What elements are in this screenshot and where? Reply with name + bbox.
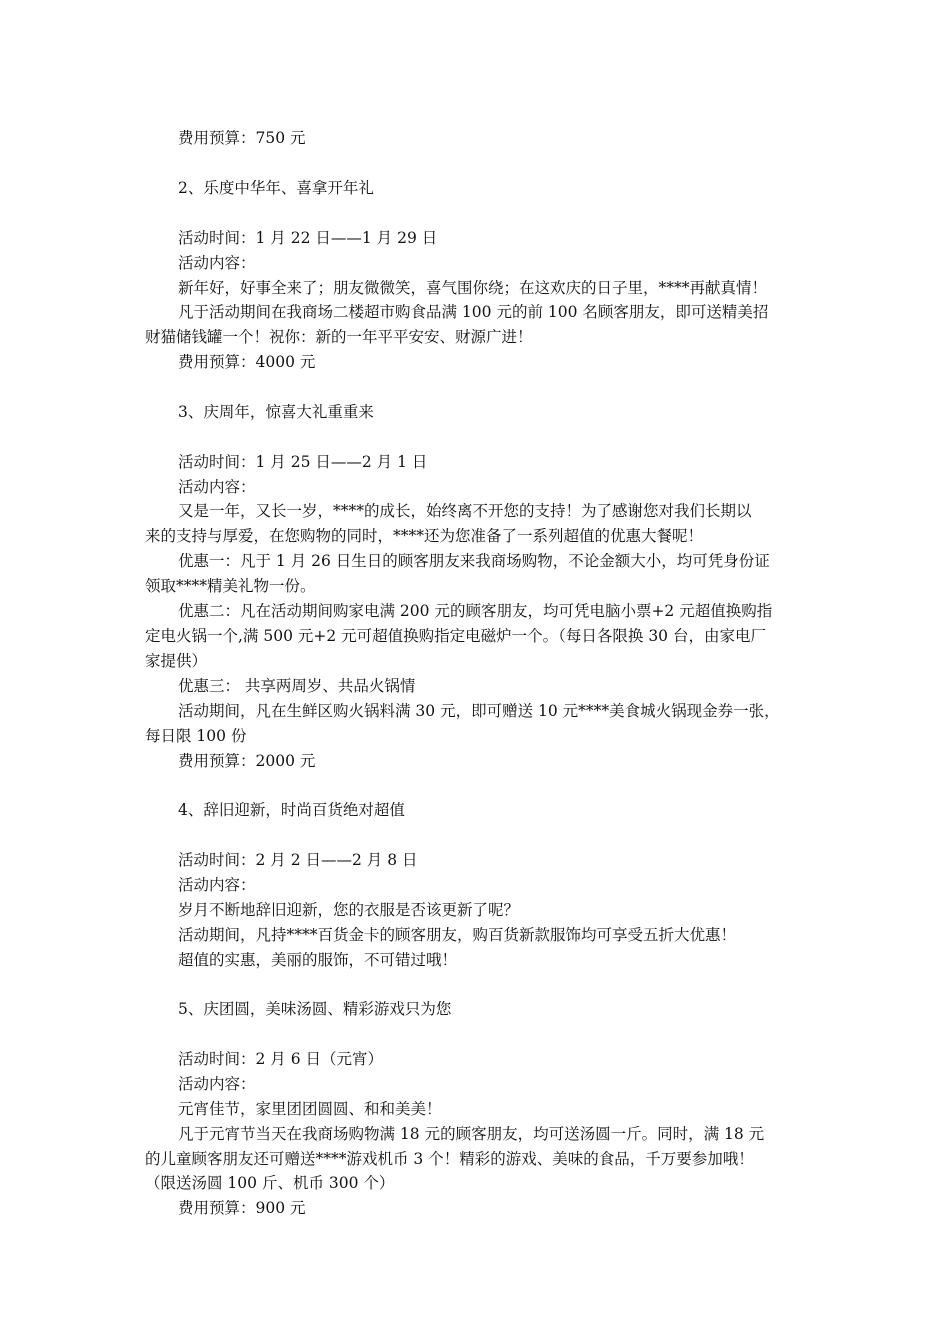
paragraph-line: 活动期间，凡持****百货金卡的顾客朋友，购百货新款服饰均可享受五折大优惠！: [178, 926, 737, 944]
paragraph-line: 家提供）: [145, 652, 208, 670]
budget-line-5: 费用预算：900 元: [178, 1199, 306, 1217]
paragraph-line: 每日限 100 份: [145, 727, 247, 745]
paragraph-line: 元宵佳节，家里团团圆圆、和和美美！: [178, 1100, 442, 1118]
paragraph-line: 超值的实惠，美丽的服饰，不可错过哦！: [178, 951, 458, 969]
section-heading-2: 2、乐度中华年、喜拿开年礼: [178, 179, 374, 197]
activity-content-label-5: 活动内容：: [178, 1075, 256, 1093]
paragraph-line: 优惠三： 共享两周岁、共品火锅情: [178, 677, 416, 695]
paragraph-line: 定电火锅一个,满 500 元+2 元可超值换购指定电磁炉一个。（每日各限换 30 台，由家电厂: [145, 627, 766, 645]
paragraph-line: 财猫储钱罐一个！祝你：新的一年平平安安、财源广进！: [145, 328, 533, 346]
activity-time-3: 活动时间：1 月 25 日——2 月 1 日: [178, 453, 428, 471]
paragraph-line: 活动期间，凡在生鲜区购火锅料满 30 元，即可赠送 10 元****美食城火锅现金券一张，: [178, 702, 780, 720]
activity-content-label-3: 活动内容：: [178, 478, 256, 496]
activity-content-label-2: 活动内容：: [178, 254, 256, 272]
paragraph-line: 凡于活动期间在我商场二楼超市购食品满 100 元的前 100 名顾客朋友，即可送精美招: [178, 303, 769, 321]
paragraph-line: （限送汤圆 100 斤、机币 300 个）: [145, 1174, 395, 1192]
activity-time-4: 活动时间：2 月 2 日——2 月 8 日: [178, 851, 418, 869]
section-heading-5: 5、庆团圆，美味汤圆、精彩游戏只为您: [178, 1000, 452, 1018]
activity-content-label-4: 活动内容：: [178, 876, 256, 894]
paragraph-line: 岁月不断地辞旧迎新，您的衣服是否该更新了呢？: [178, 901, 520, 919]
paragraph-line: 优惠一：凡于 1 月 26 日生日的顾客朋友来我商场购物，不论金额大小，均可凭身份证: [178, 552, 770, 570]
paragraph-line: 又是一年，又长一岁，****的成长，始终离不开您的支持！为了感谢您对我们长期以: [178, 502, 752, 520]
budget-line-3: 费用预算：2000 元: [178, 752, 316, 770]
paragraph-line: 新年好，好事全来了；朋友微微笑，喜气围你绕；在这欢庆的日子里，****再献真情！: [178, 279, 768, 297]
paragraph-line: 领取****精美礼物一份。: [145, 577, 316, 595]
paragraph-line: 凡于元宵节当天在我商场购物满 18 元的顾客朋友，均可送汤圆一斤。同时，满 18 元: [178, 1125, 765, 1143]
activity-time-2: 活动时间：1 月 22 日——1 月 29 日: [178, 229, 438, 247]
budget-line-1: 费用预算：750 元: [178, 129, 306, 147]
section-heading-3: 3、庆周年，惊喜大礼重重来: [178, 403, 374, 421]
section-heading-4: 4、辞旧迎新，时尚百货绝对超值: [178, 801, 405, 819]
paragraph-line: 来的支持与厚爱，在您购物的同时，****还为您准备了一系列超值的优惠大餐呢！: [145, 527, 704, 545]
paragraph-line: 的儿童顾客朋友还可赠送****游戏机币 3 个！精彩的游戏、美味的食品，千万要参加哦！: [145, 1150, 754, 1168]
budget-line-2: 费用预算：4000 元: [178, 353, 316, 371]
paragraph-line: 优惠二：凡在活动期间购家电满 200 元的顾客朋友，均可凭电脑小票+2 元超值换购指: [178, 602, 773, 620]
activity-time-5: 活动时间：2 月 6 日（元宵）: [178, 1050, 384, 1068]
